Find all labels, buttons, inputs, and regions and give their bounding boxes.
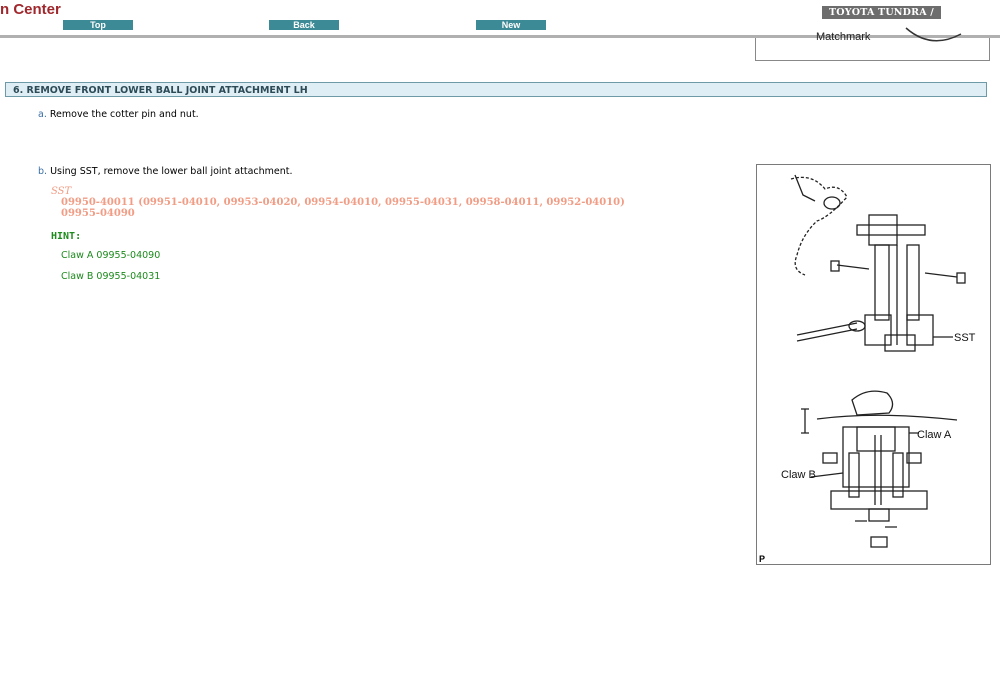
- sst-part-number-2: 09955-04090: [61, 208, 135, 219]
- matchmark-drawing: [756, 38, 989, 60]
- sst-callout: SST: [954, 332, 976, 344]
- step-a: [38, 109, 199, 120]
- sst-illustration-drawing: [757, 165, 990, 564]
- back-button[interactable]: Back: [269, 20, 339, 30]
- sst-illustration: [756, 164, 991, 565]
- hint-claw-a: Claw A 09955-04090: [61, 250, 161, 261]
- matchmark-figure: [755, 31, 990, 61]
- step-b: [38, 166, 293, 177]
- claw-b-callout: Claw B: [781, 469, 816, 481]
- step-b-text: Using SST, remove the lower ball joint attachment.: [50, 166, 293, 177]
- sst-part-numbers: 09950-40011 (09951-04010, 09953-04020, 09954-04010, 09955-04031, 09958-04011, 09952-04010): [61, 197, 625, 208]
- figure-corner-label: P: [759, 554, 766, 564]
- claw-a-callout: Claw A: [917, 429, 952, 441]
- matchmark-label: Matchmark: [816, 31, 871, 43]
- model-badge: TOYOTA TUNDRA /: [822, 6, 941, 19]
- brand-title: n Center: [0, 1, 61, 18]
- step-a-text: Remove the cotter pin and nut.: [49, 109, 199, 120]
- step-b-label: b.: [38, 166, 48, 177]
- step-a-label: a.: [38, 109, 47, 120]
- section-title: 6. REMOVE FRONT LOWER BALL JOINT ATTACHMENT LH: [5, 82, 987, 97]
- hint-claw-b: Claw B 09955-04031: [61, 271, 161, 282]
- sst-label: SST: [51, 186, 72, 197]
- hint-label: HINT:: [51, 231, 82, 242]
- top-button[interactable]: Top: [63, 20, 133, 30]
- new-button[interactable]: New: [476, 20, 546, 30]
